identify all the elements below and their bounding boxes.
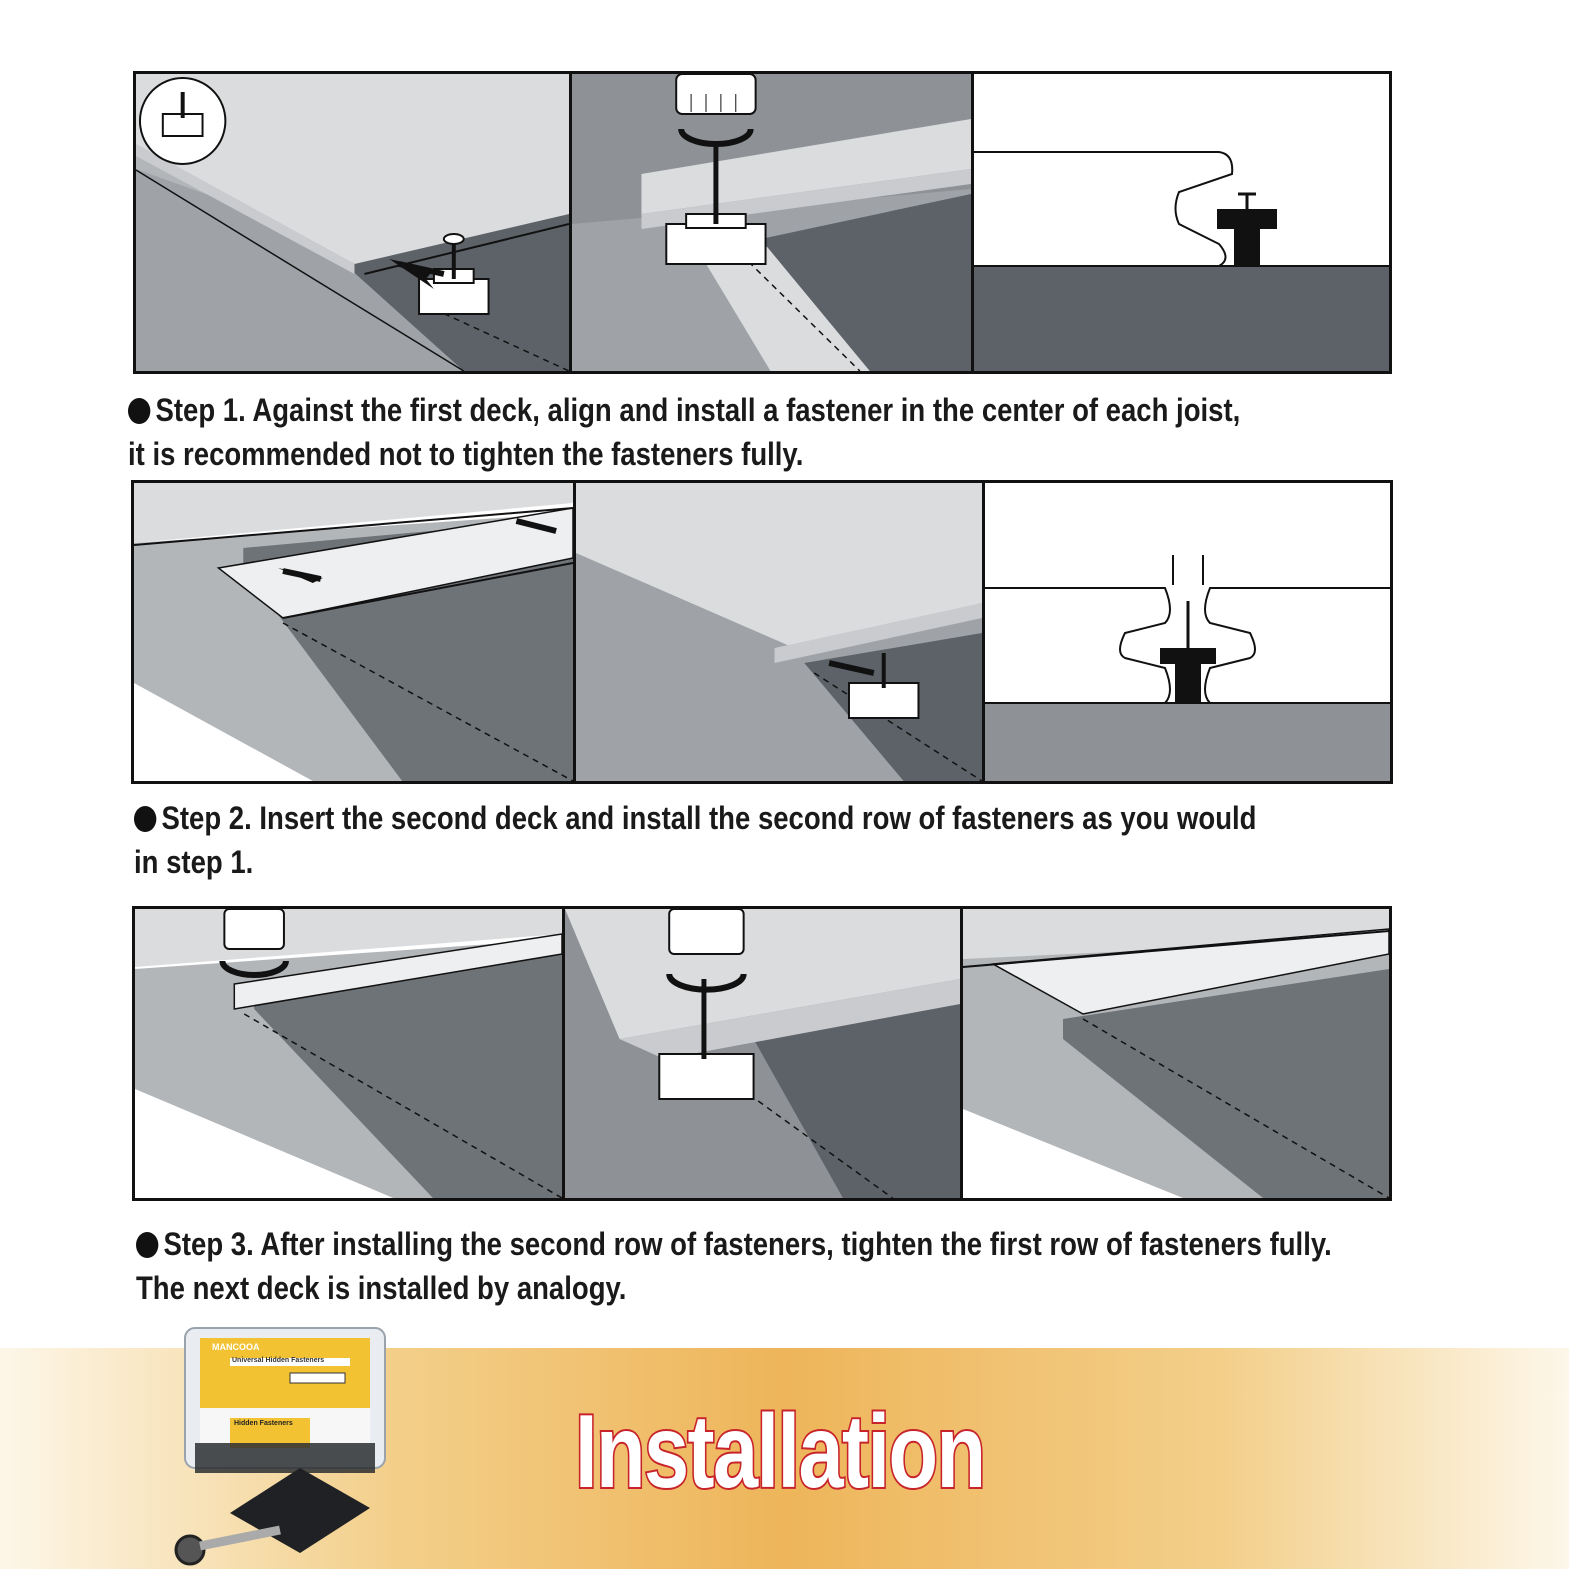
- step2-line2: in step 1.: [134, 844, 254, 880]
- bullet-icon: [134, 806, 156, 832]
- step2-panel-insert-deck: [134, 483, 576, 781]
- bullet-icon: [136, 1232, 158, 1258]
- product-image: [170, 1318, 410, 1569]
- step3-illustration-row: [132, 906, 1392, 1201]
- banner-title: Installation: [575, 1394, 985, 1510]
- step2-text: [134, 796, 1338, 884]
- step1-line2: it is recommended not to tighten the fasteners fully.: [128, 436, 804, 472]
- step1-panel-place-fastener: [136, 74, 572, 371]
- step1-line1: Step 1. Against the first deck, align and install a fastener in the center of each joist,: [155, 392, 1241, 428]
- step3-panel-drill-fastener: [565, 909, 963, 1198]
- bullet-icon: [128, 398, 150, 424]
- step2-panel-second-fastener: [576, 483, 985, 781]
- product-brand: MANCOOA: [212, 1342, 260, 1352]
- step2-panel-cross-section: [985, 483, 1390, 781]
- step1-panel-cross-section: [974, 74, 1389, 371]
- step3-panel-next-deck: [963, 909, 1389, 1198]
- step2-line1: Step 2. Insert the second deck and install the second row of fasteners as you would: [161, 800, 1257, 836]
- step1-text: [128, 388, 1332, 476]
- step2-illustration-row: [131, 480, 1393, 784]
- step3-line2: The next deck is installed by analogy.: [136, 1270, 627, 1306]
- product-sub: Hidden Fasteners: [234, 1420, 293, 1427]
- product-heading: Universal Hidden Fasteners: [232, 1357, 325, 1364]
- step1-panel-drill-screw: [572, 74, 974, 371]
- step3-line1: Step 3. After installing the second row of fasteners, tighten the first row of fasteners fully.: [163, 1226, 1332, 1262]
- step3-text: [136, 1222, 1340, 1310]
- step3-panel-tighten-first-row: [135, 909, 565, 1198]
- step1-illustration-row: [133, 71, 1392, 374]
